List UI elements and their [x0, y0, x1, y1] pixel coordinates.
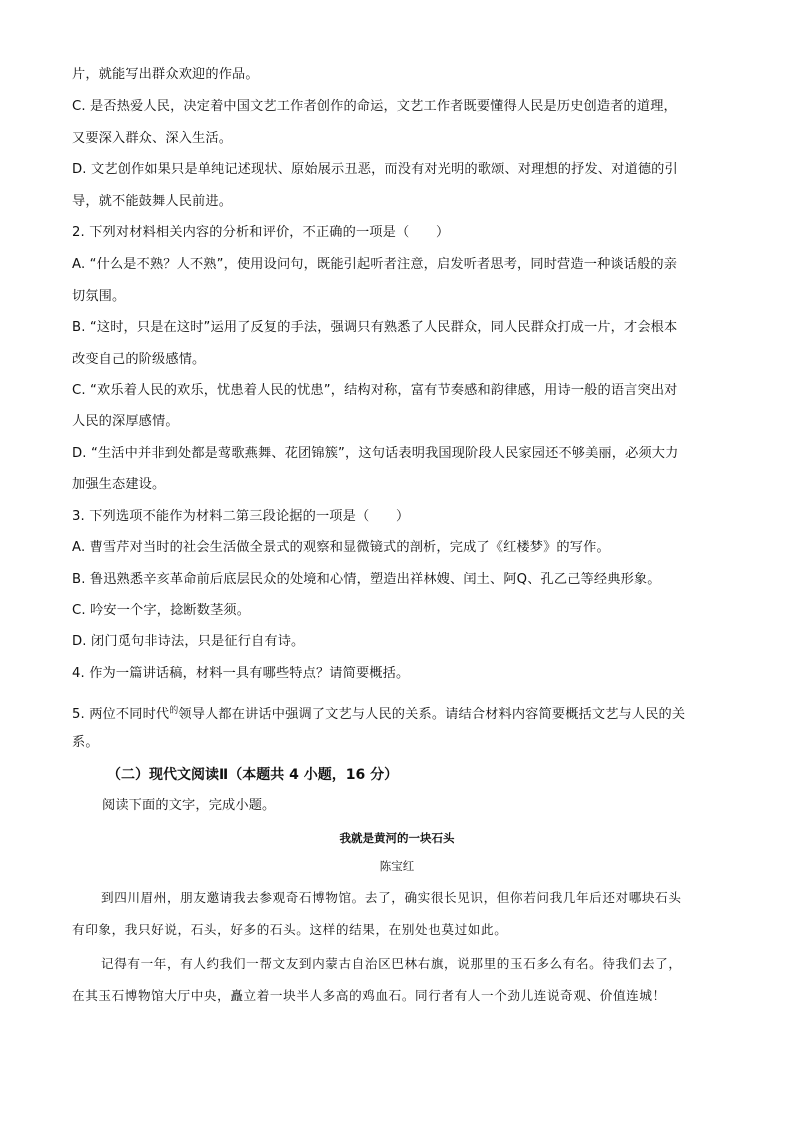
instruction-line: 阅读下面的文字，完成小题。 [102, 798, 276, 813]
option-b-line: B. “这时，只是在这时”运用了反复的手法，强调只有熟悉了人民群众，同人民群众打成一片，才会根本 [72, 320, 678, 335]
paragraph-1-line-2: 有印象，我只好说，石头，好多的石头。这样的结果，在别处也莫过如此。 [72, 922, 508, 937]
paragraph-2-line-2: 在其玉石博物馆大厅中央，矗立着一块半人多高的鸡血石。同行者有人一个劲儿连说奇观、价值连城！ [72, 988, 666, 1003]
option-d-line: D. 闭门觅句非诗法，只是征行自有诗。 [72, 634, 305, 649]
story-title: 我就是黄河的一块石头 [339, 831, 455, 845]
text-line: 改变自己的阶级感情。 [72, 352, 206, 367]
question-5-part-2: 领导人都在讲话中强调了文艺与人民的关系。请结合材料内容简要概括文艺与人民的关 [178, 707, 686, 722]
text-line: 又要深入群众、深入生活。 [72, 131, 233, 146]
superscript-char: 的 [169, 706, 179, 716]
option-a-line: A. “什么是不熟？人不熟”，使用设问句，既能引起听者注意，启发听者思考，同时营造一种谈话般的亲 [72, 257, 678, 272]
option-c-line: C. 是否热爱人民，决定着中国文艺工作者创作的命运，文艺工作者既要懂得人民是历史创造者的道理， [72, 99, 677, 114]
story-author: 陈宝红 [379, 859, 415, 873]
question-5 [72, 702, 685, 724]
paragraph-1-line-1: 到四川眉州，朋友邀请我去参观奇石博物馆。去了，确实很长见识，但你若问我几年后还对哪块石头 [101, 890, 682, 905]
question-2: 2. 下列对材料相关内容的分析和评价，不正确的一项是（ ） [72, 225, 450, 240]
text-line: 切氛围。 [72, 289, 126, 304]
text-line: 系。 [72, 735, 99, 750]
paragraph-2-line-1: 记得有一年，有人约我们一帮文友到内蒙古自治区巴林右旗，说那里的玉石多么有名。待我们去了， [101, 956, 682, 971]
option-b-line: B. 鲁迅熟悉辛亥革命前后底层民众的处境和心情，塑造出祥林嫂、闰土、阿Q、孔乙己等经典形象。 [72, 572, 661, 587]
text-line: 人民的深厚感情。 [72, 414, 179, 429]
section-heading: （二）现代文阅读Ⅱ（本题共 4 小题，16 分） [107, 767, 399, 783]
option-a-line: A. 曹雪芹对当时的社会生活做全景式的观察和显微镜式的剖析，完成了《红楼梦》的写作。 [72, 540, 610, 555]
option-c-line: C. 吟安一个字，捻断数茎须。 [72, 603, 251, 618]
question-3: 3. 下列选项不能作为材料二第三段论据的一项是（ ） [72, 509, 410, 524]
option-d-line: D. “生活中并非到处都是莺歌燕舞、花团锦簇”，这句话表明我国现阶段人民家园还不够美丽，必须大力 [72, 446, 679, 461]
option-c-line: C. “欢乐着人民的欢乐，忧患着人民的忧患”，结构对称，富有节奏感和韵律感，用诗一般的语言突出对 [72, 383, 678, 398]
text-line: 加强生态建设。 [72, 477, 166, 492]
text-line: 片，就能写出群众欢迎的作品。 [72, 67, 259, 82]
text-line: 导，就不能鼓舞人民前进。 [72, 194, 233, 209]
question-5-part-1: 5. 两位不同时代 [72, 707, 170, 722]
question-4: 4. 作为一篇讲话稿，材料一具有哪些特点？请简要概括。 [72, 666, 410, 681]
option-d-line: D. 文艺创作如果只是单纯记述现状、原始展示丑恶，而没有对光明的歌颂、对理想的抒发、对道德的引 [72, 162, 678, 177]
